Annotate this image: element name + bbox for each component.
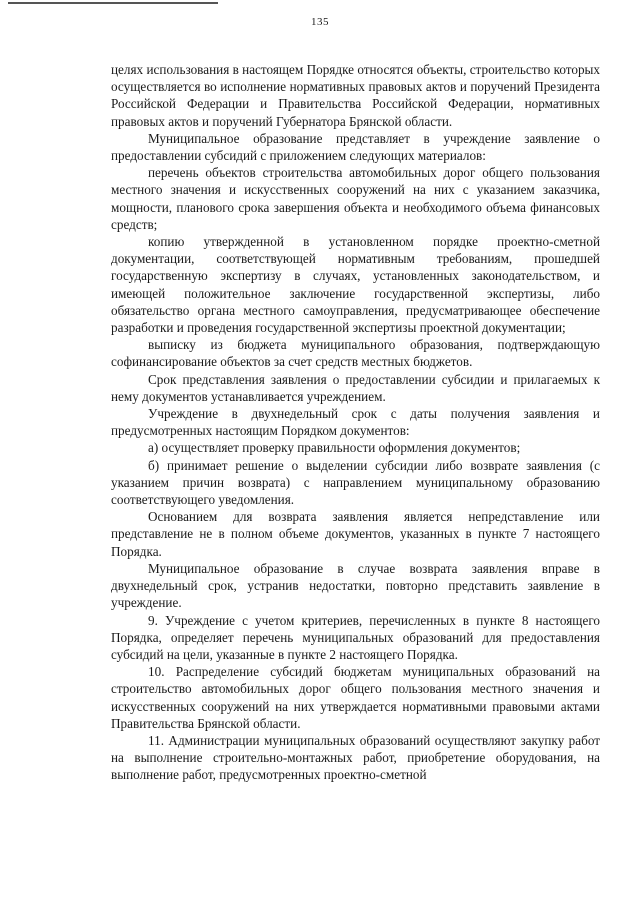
top-rule [8, 2, 218, 4]
paragraph-10: Основанием для возврата заявления является непредставление или представление не в полном объеме документов, указанных в пункте 7 настоящего Порядка. [111, 509, 600, 559]
paragraph-14: 11. Администрации муниципальных образований осуществляют закупку работ на выполнение строительно-монтажных работ, приобретение оборудования, на выполнение работ, предусмотренных проектно-сметной [111, 732, 600, 783]
paragraph-8: а) осуществляет проверку правильности оформления документов; [148, 440, 521, 456]
paragraph-3: перечень объектов строительства автомобильных дорог общего пользования местного значения и искусственных сооружений на них с указанием заказчика, мощности, планового срока завершения объекта и необходимого объема финансовых средств; [111, 165, 600, 232]
paragraph-6: Срок представления заявления о предоставлении субсидии и прилагаемых к нему документов устанавливается учреждением. [111, 371, 600, 404]
paragraph-7: Учреждение в двухнедельный срок с даты получения заявления и предусмотренных настоящим Порядком документов: [111, 406, 600, 439]
page-number: 135 [311, 16, 329, 28]
paragraph-12: 9. Учреждение с учетом критериев, перечисленных в пункте 8 настоящего Порядка, определяет перечень муниципальных образований для предоставления субсидий на цели, указанные в пункте 2 настоящего Порядка. [111, 612, 600, 662]
paragraph-9: б) принимает решение о выделении субсидии либо возврате заявления (с указанием причин возврата) с направлением муниципальному образованию соответствующего уведомления. [111, 457, 600, 508]
paragraph-4: копию утвержденной в установленном порядке проектно-сметной документации, соответствующей нормативным требованиям, прошедшей государственную экспертизу в случаях, установленных законодательством, и имеющей положительное заключение государственной экспертизы, либо обязательство органа местного самоуправления, предусматривающее обеспечение разработки и проведения государственной экспертизы проектной документации; [111, 234, 600, 336]
paragraph-1: целях использования в настоящем Порядке относятся объекты, строительство которых осуществляется во исполнение нормативных правовых актов и поручений Президента Российской Федерации и Правительства Российской Федерации, нормативных правовых актов и поручений Губернатора Брянской области. [111, 62, 600, 129]
document-body [111, 61, 600, 784]
paragraph-5: выписку из бюджета муниципального образования, подтверждающую софинансирование объектов за счет средств местных бюджетов. [111, 337, 600, 370]
paragraph-13: 10. Распределение субсидий бюджетам муниципальных образований на строительство автомобильных дорог общего пользования местного значения и искусственных сооружений на них утверждается нормативными правовыми актами Правительства Брянской области. [111, 664, 600, 731]
paragraph-2: Муниципальное образование представляет в учреждение заявление о предоставлении субсидий с приложением следующих материалов: [111, 130, 600, 164]
paragraph-11: Муниципальное образование в случае возврата заявления вправе в двухнедельный срок, устранив недостатки, повторно представить заявление в учреждение. [111, 560, 600, 611]
